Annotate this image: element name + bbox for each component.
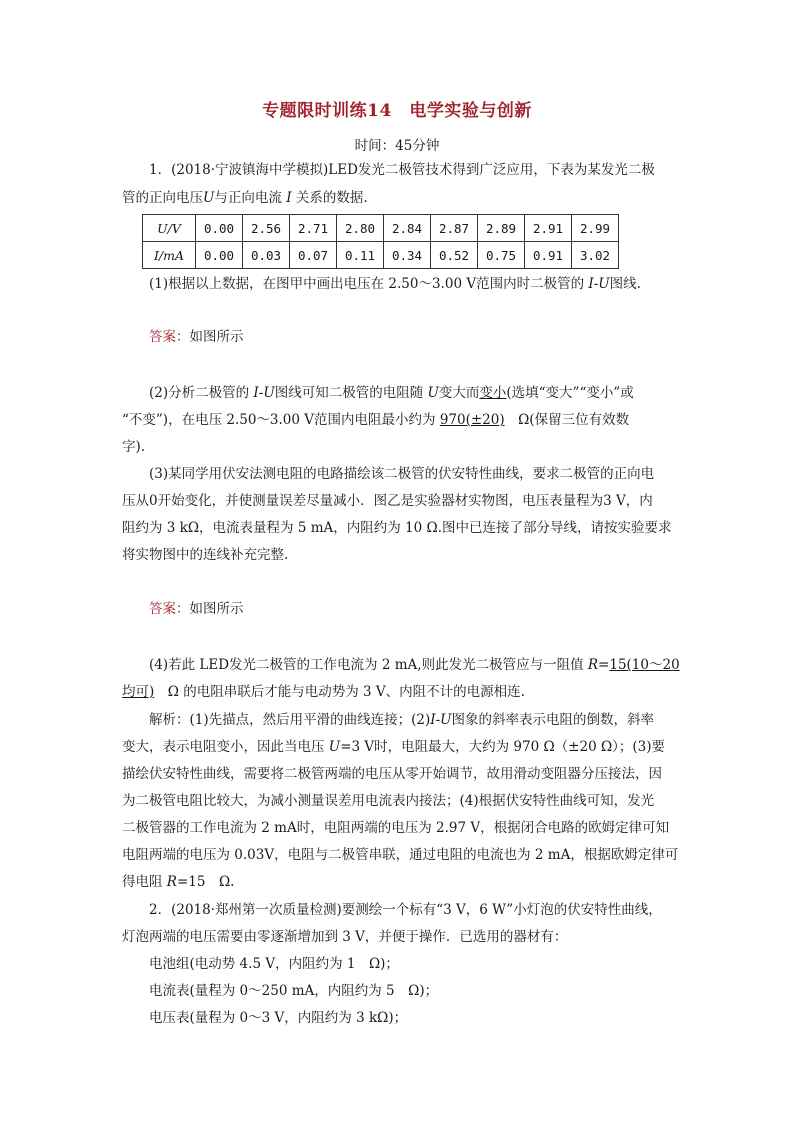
table-cell: 2.87 xyxy=(431,215,478,242)
q1-part3-line2: 压从0开始变化，并使测量误差尽量减小．图乙是实验器材实物图，电压表量程为3 V，内 xyxy=(122,493,653,509)
table-cell: 0.00 xyxy=(196,242,243,269)
q1-part2-line2: “不变”)，在电压 2.50～3.00 V范围内电阻最小约为 970(±20) Ω(保留三位有效数 xyxy=(122,412,630,428)
q1-part3-line1: (3)某同学用伏安法测电阻的电路描绘该二极管的伏安特性曲线，要求二极管的正向电 xyxy=(149,466,655,482)
table-cell: 2.84 xyxy=(384,215,431,242)
analysis-line7: 得电阻 R=15 Ω. xyxy=(122,874,235,890)
analysis-line5: 二极管器的工作电流为 2 mA时，电阻两端的电压为 2.97 V，根据闭合电路的欧姆定律可知 xyxy=(122,820,670,836)
table-cell: 2.80 xyxy=(337,215,384,242)
q1-part4-line2: 均可) Ω 的电阻串联后才能与电动势为 3 V、内阻不计的电源相连. xyxy=(122,684,525,700)
answer-fill: 变小 xyxy=(479,385,507,401)
table-row xyxy=(143,242,619,269)
analysis-line4: 为二极管电阻比较大，为减小测量误差用电流表内接法；(4)根据伏安特性曲线可知，发光 xyxy=(122,793,655,809)
answer-fill: 970(±20) xyxy=(439,412,505,428)
q1-part1: (1)根据以上数据，在图甲中画出电压在 2.50～3.00 V范围内时二极管的 I-U图线. xyxy=(149,276,641,292)
table-cell: 0.52 xyxy=(431,242,478,269)
table-cell: 0.11 xyxy=(337,242,384,269)
q1-part2-line3: 字). xyxy=(122,439,146,455)
analysis-line1: 解析：(1)先描点，然后用平滑的曲线连接；(2)I-U图象的斜率表示电阻的倒数，斜率 xyxy=(149,712,655,728)
table-cell: 2.91 xyxy=(525,215,572,242)
analysis-line2: 变大，表示电阻变小，因此当电压 U=3 V时，电阻最大，大约为 970 Ω（±20 Ω）；(3)要 xyxy=(122,739,666,755)
q2-item-battery: 电池组(电动势 4.5 V，内阻约为 1 Ω)； xyxy=(149,956,399,972)
answer-label: 答案： xyxy=(149,329,190,345)
table-cell: 2.71 xyxy=(290,215,337,242)
answer-fill: 15(10～20 xyxy=(609,657,680,673)
q1-intro-line1: 1．(2018·宁波镇海中学模拟)LED发光二极管技术得到广泛应用，下表为某发光二极 xyxy=(149,162,655,178)
q1-part4-line1: (4)若此 LED发光二极管的工作电流为 2 mA,则此发光二极管应与一阻值 R=15(10～20 xyxy=(149,657,680,673)
analysis-line6: 电阻两端的电压为 0.03V，电阻与二极管串联，通过电阻的电流也为 2 mA，根据欧姆定律可 xyxy=(122,847,679,863)
table-cell: 0.34 xyxy=(384,242,431,269)
table-cell: 0.91 xyxy=(525,242,572,269)
answer-fill: 均可) xyxy=(122,684,155,700)
q1-part2-line1: (2)分析二极管的 I-U图线可知二极管的电阻随 U变大而变小(选填“变大”“变小”或 xyxy=(149,385,634,401)
table-cell: 3.02 xyxy=(572,242,619,269)
page-title: 专题限时训练14 电学实验与创新 xyxy=(262,101,532,121)
table-header-current: I/mA xyxy=(143,242,196,269)
table-cell: 2.89 xyxy=(478,215,525,242)
table-cell: 0.00 xyxy=(196,215,243,242)
table-cell: 2.99 xyxy=(572,215,619,242)
table-header-voltage: U/V xyxy=(143,215,196,242)
analysis-line3: 描绘伏安特性曲线，需要将二极管两端的电压从零开始调节，故用滑动变阻器分压接法，因 xyxy=(122,766,662,782)
answer-label: 答案： xyxy=(149,601,190,617)
q2-line1: 2．(2018·郑州第一次质量检测)要测绘一个标有“3 V，6 W”小灯泡的伏安特性曲线， xyxy=(149,902,662,918)
table-cell: 2.56 xyxy=(243,215,290,242)
table-row xyxy=(143,215,619,242)
q2-item-voltmeter: 电压表(量程为 0～3 V，内阻约为 3 kΩ)； xyxy=(149,1010,408,1026)
time-limit: 时间：45分钟 xyxy=(354,138,440,154)
q2-line2: 灯泡两端的电压需要由零逐渐增加到 3 V，并便于操作．已选用的器材有： xyxy=(122,929,568,945)
table-cell: 0.07 xyxy=(290,242,337,269)
q1-intro-line2: 管的正向电压U与正向电流 I 关系的数据. xyxy=(122,190,368,206)
q2-item-ammeter: 电流表(量程为 0～250 mA，内阻约为 5 Ω)； xyxy=(149,983,439,999)
q1-answer1: 答案：如图所示 xyxy=(149,329,244,345)
table-cell: 0.03 xyxy=(243,242,290,269)
table-cell: 0.75 xyxy=(478,242,525,269)
q1-part3-line4: 将实物图中的连线补充完整. xyxy=(122,547,289,563)
q1-answer3: 答案：如图所示 xyxy=(149,601,244,617)
q1-part3-line3: 阻约为 3 kΩ，电流表量程为 5 mA，内阻约为 10 Ω.图中已连接了部分导线，请按实验要求 xyxy=(122,520,672,536)
diode-data-table xyxy=(142,214,619,269)
